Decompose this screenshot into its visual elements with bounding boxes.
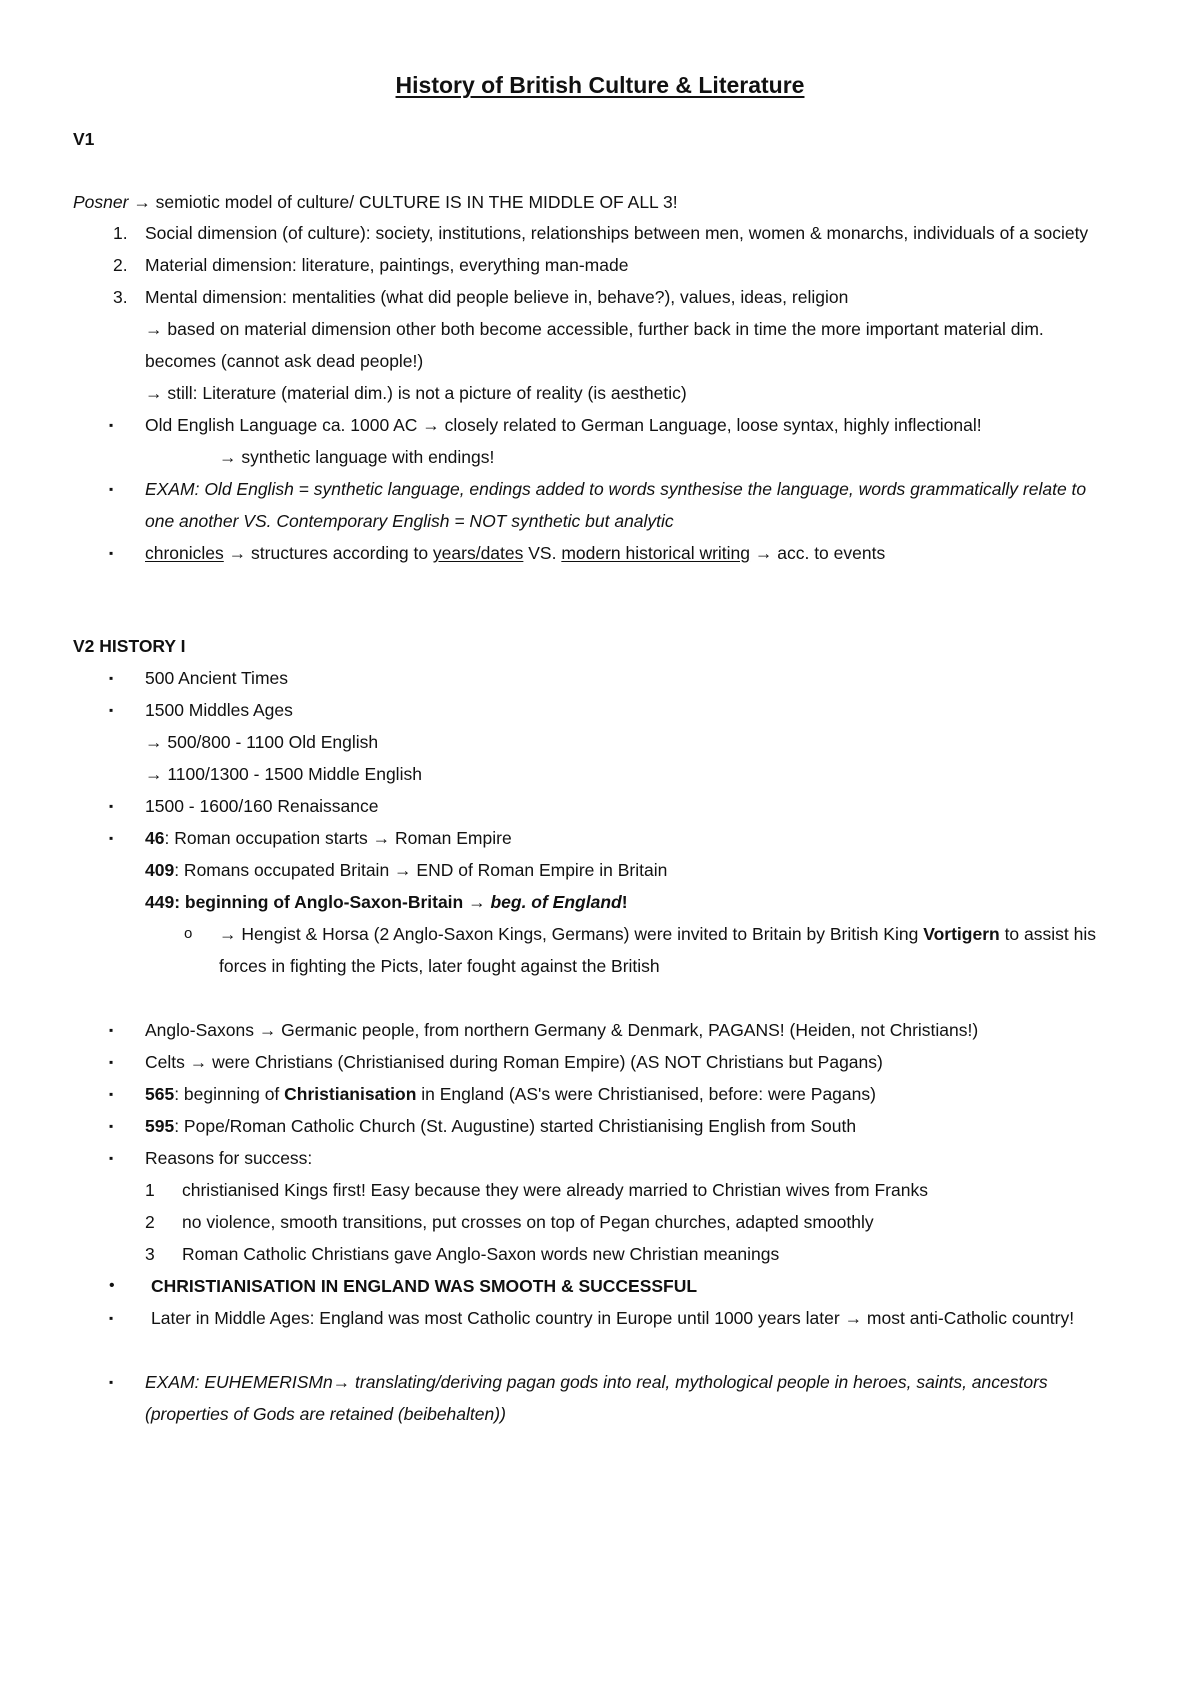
chronicles-term: years/dates (432, 543, 524, 563)
bullet-marker: ▪ (109, 799, 114, 813)
bullet-marker: ▪ (109, 1119, 114, 1133)
highlight-statement: CHRISTIANISATION IN ENGLAND WAS SMOOTH & SUCCESSFUL (151, 1276, 698, 1296)
posner-name: Posner (73, 192, 129, 212)
date-text: : beginning of (174, 1084, 285, 1104)
list-number: 3. (113, 287, 128, 307)
list-item: Roman Catholic Christians gave Anglo-Saxon words new Christian meanings (182, 1244, 780, 1264)
list-number: 1 (145, 1180, 155, 1200)
bullet-marker: ▪ (109, 546, 114, 560)
list-item: christianised Kings first! Easy because they were already married to Christian wives from Franks (182, 1180, 928, 1200)
hengist-line: forces in fighting the Picts, later fought against the British (219, 956, 660, 976)
exam-note: one another VS. Contemporary English = NOT synthetic but analytic (145, 511, 674, 531)
list-item: Celts → were Christians (Christianised during Roman Empire) (AS NOT Christians but Pagans) (145, 1052, 883, 1072)
date-line (145, 1115, 856, 1137)
posner-text: → semiotic model of culture/ CULTURE IS IN THE MIDDLE OF ALL 3! (128, 192, 678, 212)
sub-note: becomes (cannot ask dead people!) (145, 351, 424, 371)
list-number: 1. (113, 223, 128, 243)
date-year: 46 (145, 828, 165, 848)
exam-note: EXAM: EUHEMERISMn→ translating/deriving pagan gods into real, mythological people in heroes, saints, ancestors (145, 1372, 1048, 1392)
hengist-text: to assist his (999, 924, 1096, 944)
section-heading-v1: V1 (73, 129, 95, 149)
bullet-marker: ▪ (109, 703, 114, 717)
date-year: 409 (145, 860, 175, 880)
hengist-line (219, 923, 1096, 945)
date-text: 449: beginning of Anglo-Saxon-Britain → (145, 892, 491, 912)
chronicles-text: VS. (523, 543, 562, 563)
sub-note: → 1100/1300 - 1500 Middle English (145, 764, 422, 784)
list-item: Reasons for success: (145, 1148, 313, 1168)
bullet-marker: ▪ (109, 1055, 114, 1069)
list-item: 1500 - 1600/160 Renaissance (145, 796, 379, 816)
bullet-marker: ▪ (109, 1151, 114, 1165)
chronicles-text: → structures according to (223, 543, 433, 563)
document-title: History of British Culture & Literature (395, 72, 805, 98)
chronicles-text: → acc. to events (750, 543, 886, 563)
bullet-marker: ▪ (109, 1311, 114, 1325)
list-item: Later in Middle Ages: England was most Catholic country in Europe until 1000 years later → most anti-Catholic country! (151, 1308, 1075, 1328)
bullet-marker: ▪ (109, 1023, 114, 1037)
sub-note: → based on material dimension other both become accessible, further back in time the more important material dim. (145, 319, 1044, 339)
sub-note: → synthetic language with endings! (219, 447, 495, 467)
date-text: : Romans occupated Britain → END of Roman Empire in Britain (174, 860, 668, 880)
bullet-marker: ▪ (109, 671, 114, 685)
list-item: Old English Language ca. 1000 AC → closely related to German Language, loose syntax, highly inflectional! (145, 415, 982, 435)
exam-note: EXAM: Old English = synthetic language, endings added to words synthesise the language, words grammatically relate to (145, 479, 1087, 499)
bullet-marker: ▪ (109, 1087, 114, 1101)
date-line (145, 827, 512, 849)
date-year: 595 (145, 1116, 175, 1136)
date-text: : Roman occupation starts → Roman Empire (164, 828, 512, 848)
date-line (145, 859, 667, 881)
list-number: 3 (145, 1244, 155, 1264)
bullet-marker: ▪ (109, 1375, 114, 1389)
section-heading-v2: V2 HISTORY I (73, 636, 186, 656)
date-text: ! (621, 892, 628, 912)
chronicles-term: chronicles (145, 543, 224, 563)
sub-bullet-marker: o (184, 925, 193, 942)
list-item: Material dimension: literature, paintings, everything man-made (145, 255, 629, 275)
list-item: Mental dimension: mentalities (what did people believe in, behave?), values, ideas, religion (145, 287, 849, 307)
bullet-marker: ▪ (109, 831, 114, 845)
date-year: 565 (145, 1084, 175, 1104)
date-text: in England (AS's were Christianised, before: were Pagans) (416, 1084, 876, 1104)
date-line (145, 891, 628, 913)
date-emphasis: beg. of England (490, 892, 622, 912)
sub-note: → still: Literature (material dim.) is not a picture of reality (is aesthetic) (145, 383, 687, 403)
list-item: Anglo-Saxons → Germanic people, from northern Germany & Denmark, PAGANS! (Heiden, not Christians!) (145, 1020, 979, 1040)
bullet-marker: ▪ (109, 418, 114, 432)
posner-line (73, 191, 678, 213)
sub-note: → 500/800 - 1100 Old English (145, 732, 379, 752)
list-number: 2. (113, 255, 128, 275)
date-text: : Pope/Roman Catholic Church (St. Augustine) started Christianising English from South (174, 1116, 857, 1136)
list-number: 2 (145, 1212, 155, 1232)
list-item: 500 Ancient Times (145, 668, 288, 688)
list-item: 1500 Middles Ages (145, 700, 293, 720)
list-item: Social dimension (of culture): society, institutions, relationships between men, women & monarchs, individuals of a society (145, 223, 1089, 243)
date-line (145, 1083, 876, 1105)
bullet-marker: • (109, 1277, 115, 1294)
list-item: no violence, smooth transitions, put crosses on top of Pegan churches, adapted smoothly (182, 1212, 874, 1232)
chronicles-line (145, 542, 885, 564)
hengist-text: → Hengist & Horsa (2 Anglo-Saxon Kings, Germans) were invited to Britain by British King (219, 924, 924, 944)
date-emphasis: Christianisation (284, 1084, 417, 1104)
chronicles-term: modern historical writing (561, 543, 751, 563)
hengist-king: Vortigern (923, 924, 1000, 944)
exam-note: (properties of Gods are retained (beibehalten)) (145, 1404, 506, 1424)
bullet-marker: ▪ (109, 482, 114, 496)
